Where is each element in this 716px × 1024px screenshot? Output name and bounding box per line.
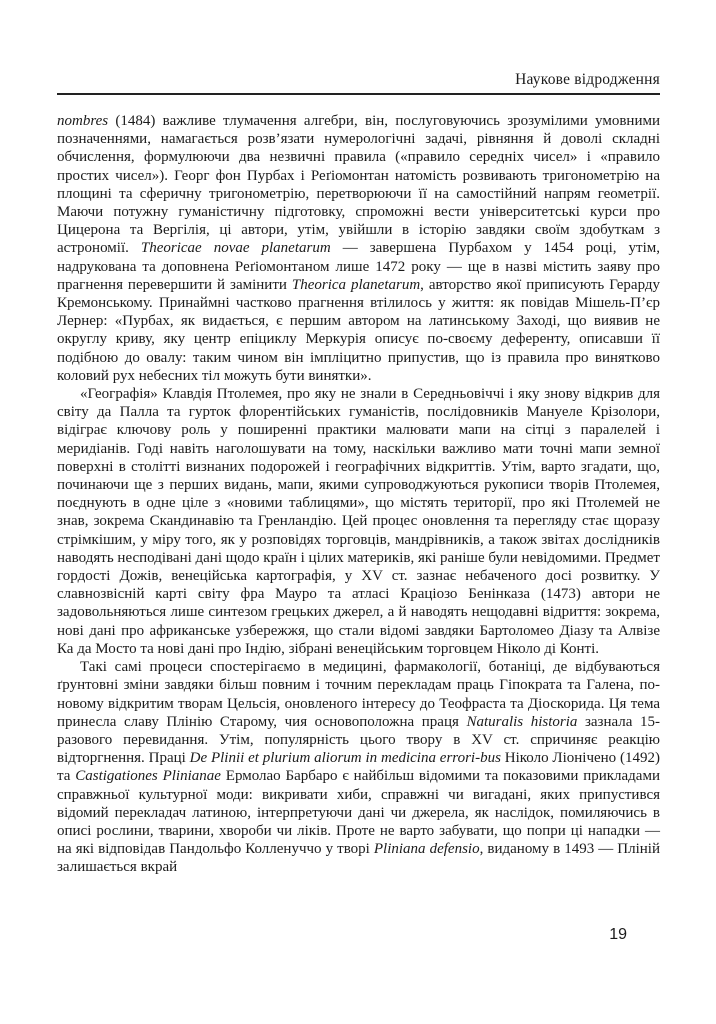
italic-text-run: Theorica planetarum xyxy=(291,276,421,293)
text-run: зазнала 15-разового перевидання. Утім, популярність цього твору в XV ст. спричиняє реакцію відторгнення. Праці xyxy=(57,713,660,767)
text-run: Ніколо Ліонічено (1492) та xyxy=(57,750,660,785)
text-run: Ермолао Барбаро є найбільш відомими та показовими прикладами справжньої культурної моди: викривати хиби, справжні чи вигадані, яких припустився відомий перекладач латиною, інтерпретуючи дані чи джерела, як наслідок, помиляючись в описі рослини, тварини, хвороби чи ліків. Проте не варто забувати, що попри ці нападки — на які відповідав Пандольфо Колленуччо у творі xyxy=(57,768,660,858)
italic-text-run: nombres xyxy=(57,113,109,129)
italic-text-run: Theoricae novae planetarum xyxy=(140,240,331,257)
text-run: «Географія» Клавдія Птолемея, про яку не знали в Середньовіччі і яку знову відкрив для світу да Палла та гурток флорентійських гуманістів, послідовників Мануеле Крізолори, відіграє ключову роль у поширенні практики малювати мапи на сітці з паралелей і меридіанів. Годі навіть наголошувати на тому, наскільки важливо мати точні мапи земної поверхні в столітті визнаних подорожей і географічних відкриттів. Утім, варто згадати, що, починаючи ще з перших видань, мапи, якими супроводжуються рукописи творів Птолемея, поєднують в одне ціле з «новими таблицями», що містять території, про які Птолемей не знав, зокрема Скандинавію та Гренландію. Цей процес оновлення та перегляду стає щоразу стрімкішим, у міру того, як у розповідях торговців, мандрівників, а також звітах дослідників наводять несподівані дані щодо країн і цілих материків, які раніше були невідомими. Предмет гордості Дожів, венеційська картографія, у XV ст. зазнає небаченого досі розвитку. У славнозвісній карті світу фра Мауро та атласі Краціозо Бенінказа (1473) автори не задовольняються лише синтезом грецьких джерел, а й наводять нещодавні відриття: зокрема, нові дані про африканське узбережжя, що стали відомі завдяки Бартоломео Діазу та Алвізе Ка да Мосто та нові дані про Індію, зібрані венеційським торговцем Ніколо ді Конті. xyxy=(57,386,660,657)
text-run: , виданому в 1493 — Пліній залишається вкрай xyxy=(57,841,660,876)
italic-text-run: Pliniana defensio xyxy=(373,841,480,858)
running-header xyxy=(57,70,660,90)
paragraph xyxy=(57,112,660,385)
text-run: — завершена Пурбахом у 1454 році, утім, надрукована та доповнена Реґіомонтаном лише 1472 року — ще в назві містить заяву про прагнення перевершити й замінити xyxy=(57,240,660,293)
italic-text-run: De Plinii et plurium aliorum in medicina errori-bus xyxy=(189,750,501,767)
page-body xyxy=(57,112,660,877)
text-run: , авторство якої приписують Герарду Кремонському. Принаймні частково прагнення втілилось у життя: як повідав Мішель-П’єр Лернер: «Пурбах, як видається, є першим автором на латинському Заході, що виявив не округлу криву, яку центр епіциклу Меркурія описує по-своєму деференту, описавши її подібною до овалу: таким чином він імпліцитно припустив, що із правила про винятково коловий рух небесних тіл можуть бути винятки». xyxy=(57,276,661,384)
header-rule xyxy=(57,93,660,95)
running-header-title: Наукове відродження xyxy=(515,71,660,88)
paragraph xyxy=(57,658,660,876)
paragraph xyxy=(57,385,660,658)
italic-text-run: Naturalis historia xyxy=(466,713,578,730)
italic-text-run: Castigationes Plinianae xyxy=(75,768,221,785)
page-number: 19 xyxy=(609,926,627,943)
text-run: (1484) важливе тлумачення алгебри, він, послуговуючись зрозумілими умовними позначеннями, намагається розв’язати нумерологічні задачі, рівняння й доволі складні обчислення, формулюючи два незвичні правила («правило середніх чисел» і «правило простих чисел»). Георг фон Пурбах і Реґіомонтан натомість розвивають тригонометрію на площині та сферичну тригонометрію, перетворюючи її на самостійний напрям геометрії. Маючи потужну гуманістичну підготовку, спроможні вести університетські курси про Цицерона та Вергілія, ці автори, утім, увійшли в історію завдяки своїм здобуткам з астрономії. xyxy=(57,113,660,257)
text-run: Такі самі процеси спостерігаємо в медицині, фармакології, ботаніці, де відбуваються ґрунтовні зміни завдяки більш повним і точним перекладам праць Гіпократа та Галена, по-новому відкритим творам Цельсія, оновленого інтересу до Теофраста та Діоскорида. Ця тема принесла славу Плінію Старому, чия основоположна праця xyxy=(57,659,660,730)
